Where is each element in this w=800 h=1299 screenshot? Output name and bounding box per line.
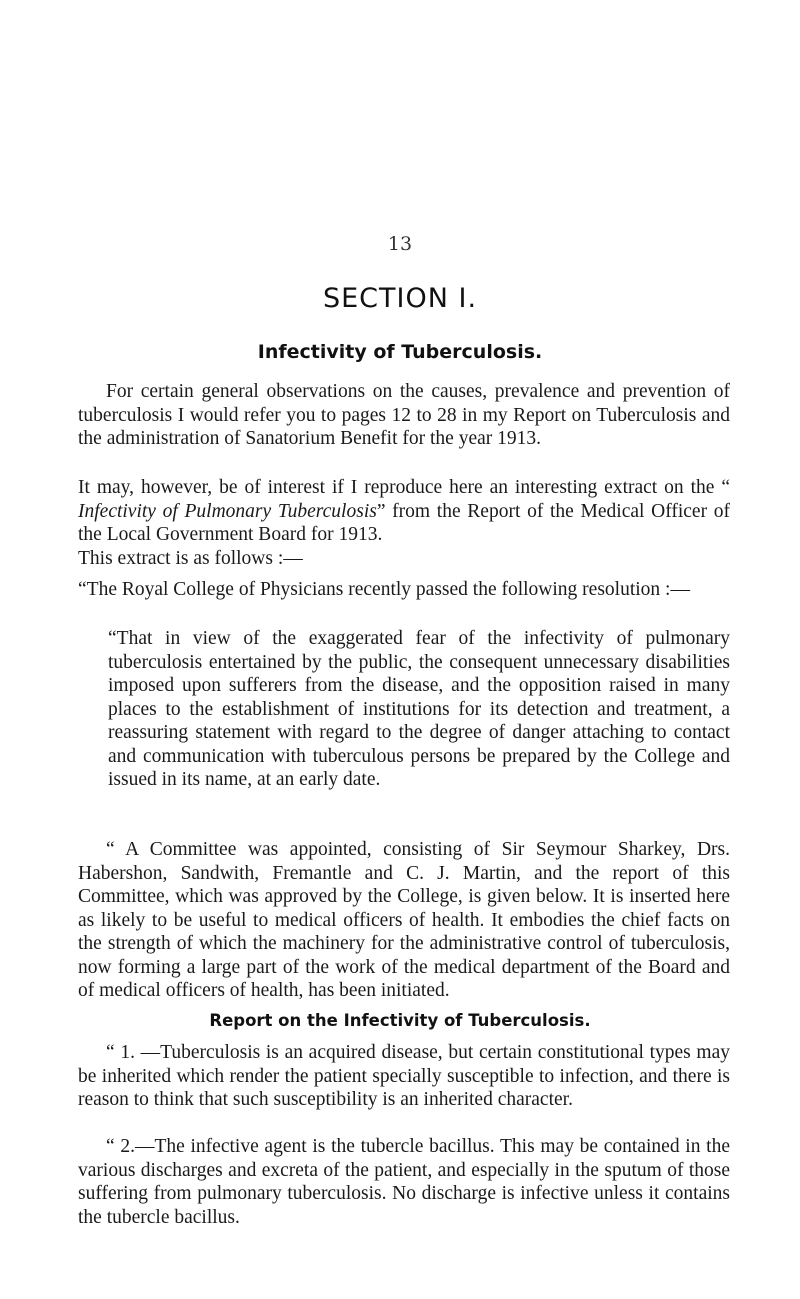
extract-title-italic: Infectivity of Pulmonary Tuberculosis [78, 500, 377, 522]
paragraph-resolution: “That in view of the exaggerated fear of the infectivity of pulmonary tuberculosis entertained by the public, the consequent unnecessary disabilities imposed upon sufferers from the disease, and the opposition raised in many places to the establishment of institutions for its detection and treatment, a reassuring statement with regard to the degree of danger attaching to contact and communication with tuberculous persons be prepared by the College and issued in its name, at an early date. [108, 628, 730, 790]
paragraph-resolution-intro: “The Royal College of Physicians recently passed the following resolution :— [78, 579, 690, 600]
paragraph-committee: “ A Committee was appointed, consisting of Sir Seymour Sharkey, Drs. Habershon, Sandwith, Fremantle and C. J. Martin, and the report of this Committee, which was approved by the College, is given below. It is inserted here as likely to be useful to medical officers of health. It embodies the chief facts on the strength of which the machinery for the administrative control of tuberculosis, now forming a large part of the work of the medical department of the Board and of medical officers of health, has been initiated. [78, 839, 730, 1001]
paragraph-follows: This extract is as follows :— [78, 548, 303, 569]
extract-intro-text: It may, however, be of interest if I reproduce here an interesting extract on the “ [78, 477, 730, 498]
paragraph-extract-intro [78, 476, 730, 547]
extract-intro-end: ” from the Report of the Medical Officer of the Local Government Board for 1913. [78, 500, 731, 545]
paragraph-point-1: “ 1. —Tuberculosis is an acquired disease, but certain constitutional types may be inherited which render the patient specially susceptible to infection, and there is reason to think that such susceptibility is an inherited character. [78, 1042, 730, 1110]
section-title: SECTION I. [322, 283, 478, 314]
page-number: 13 [387, 233, 413, 255]
report-heading: Report on the Infectivity of Tuberculosis. [209, 1011, 591, 1030]
paragraph-point-2: “ 2.—The infective agent is the tubercle bacillus. This may be contained in the various discharges and excreta of the patient, and especially in the sputum of those suffering from pulmonary tuberculosis. No discharge is infective unless it contains the tubercle bacillus. [78, 1136, 730, 1228]
main-heading: Infectivity of Tuberculosis. [257, 341, 543, 363]
paragraph-observations: For certain general observations on the causes, prevalence and prevention of tuberculosis I would refer you to pages 12 to 28 in my Report on Tuberculosis and the administration of Sanatorium Benefit for the year 1913. [78, 381, 730, 449]
